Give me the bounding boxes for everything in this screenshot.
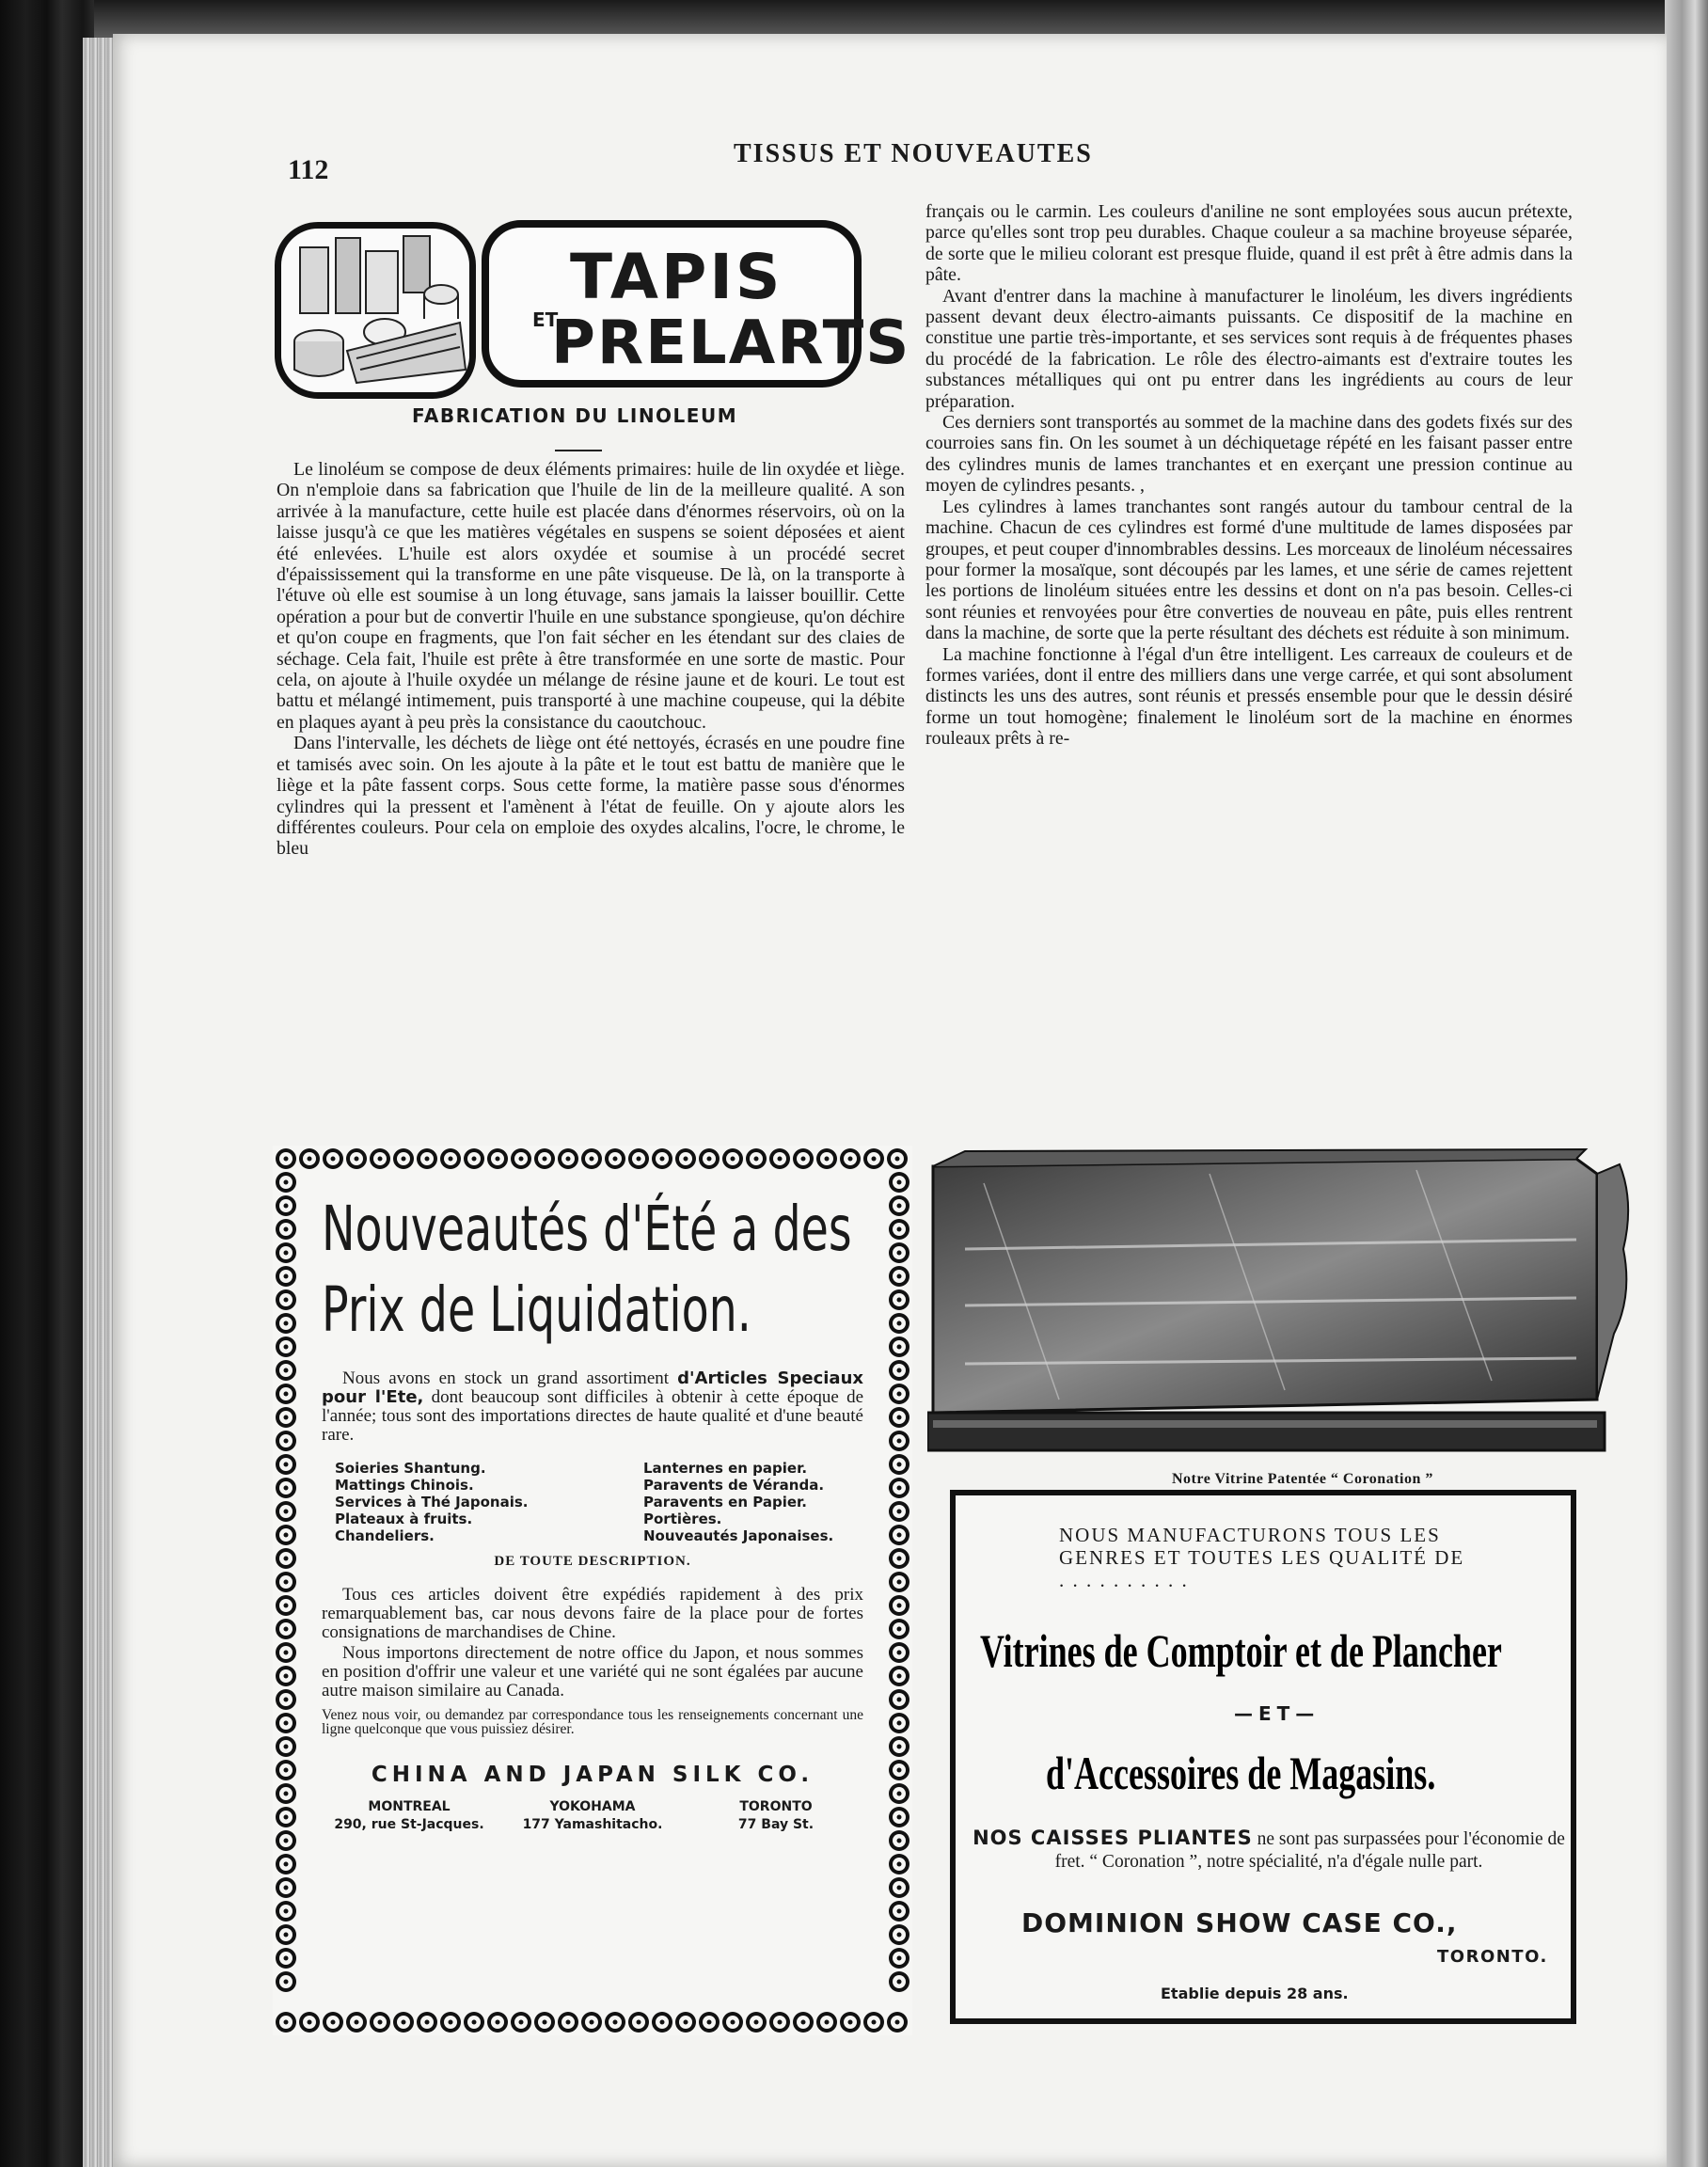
article-subheading: FABRICATION DU LINOLEUM bbox=[412, 404, 738, 427]
border-bead bbox=[889, 1619, 909, 1639]
ad-body bbox=[322, 1369, 863, 1736]
ad-paragraph: Tous ces articles doivent être expédiés rapidement à des prix remarquablement bas, car nous devons faire de la place pour de fortes consignations de marchandises de Chine. bbox=[322, 1585, 863, 1642]
border-bead bbox=[889, 1525, 909, 1545]
office-address: 177 Yamashitacho. bbox=[522, 1817, 663, 1832]
border-bead bbox=[793, 1148, 814, 1169]
border-bead bbox=[699, 2012, 720, 2033]
border-bead bbox=[889, 1195, 909, 1216]
office-toronto bbox=[688, 1798, 863, 1834]
border-bead bbox=[889, 1242, 909, 1263]
border-bead bbox=[887, 1148, 908, 1169]
border-bead bbox=[889, 1924, 909, 1945]
border-bead bbox=[534, 1148, 555, 1169]
article-column-right bbox=[925, 201, 1573, 750]
list-item: Mattings Chinois. bbox=[335, 1477, 474, 1494]
border-bead bbox=[889, 1548, 909, 1569]
china-japan-ad-content bbox=[322, 1189, 863, 1834]
border-bead bbox=[276, 1478, 296, 1498]
border-bead bbox=[699, 1148, 720, 1169]
ad-offices bbox=[322, 1798, 863, 1834]
border-bead bbox=[276, 1337, 296, 1357]
border-bead bbox=[889, 1313, 909, 1334]
border-bead bbox=[323, 2012, 343, 2033]
border-bead bbox=[889, 1760, 909, 1780]
article-paragraph: La machine fonctionne à l'égal d'un être intelligent. Les carreaux de couleurs et de formes variées, dont il entre des milliers dans une verge carrée, et qui sont absolument distincts les uns des autres, sont réunis et pressés ensemble pour que le dessin désiré forme un tout homogène; finalement le linoléum sort de la machine en énormes rouleaux prêts à re- bbox=[925, 643, 1573, 750]
article-paragraph: Avant d'entrer dans la machine à manufacturer le linoléum, les divers ingrédients passent devant deux électro-aimants puissants. Ce dispositif de la machine en constitue une partie très-importante, et ses services sont requis à de fréquentes phases du procédé de la fabrication. Le rôle des électro-aimants est d'extraire toutes les substances métalliques qui ont pu entrer dans les ingrédients au cours de leur préparation. bbox=[925, 285, 1573, 412]
border-bead bbox=[889, 1948, 909, 1969]
border-bead bbox=[722, 1148, 743, 1169]
article-column-left bbox=[277, 459, 905, 860]
border-bead bbox=[889, 1877, 909, 1898]
border-bead bbox=[581, 1148, 602, 1169]
border-bead bbox=[276, 1760, 296, 1780]
ad2-established: Etablie depuis 28 ans. bbox=[1161, 1985, 1349, 2002]
border-bead bbox=[889, 1642, 909, 1663]
border-bead bbox=[440, 1148, 461, 1169]
ad-headline-line2: Prix de Liquidation. bbox=[322, 1273, 751, 1346]
border-bead bbox=[276, 1242, 296, 1263]
border-bead bbox=[276, 1619, 296, 1639]
border-bead bbox=[628, 1148, 649, 1169]
ad2-body bbox=[971, 1827, 1567, 1874]
border-bead bbox=[393, 1148, 414, 1169]
border-bead bbox=[464, 1148, 484, 1169]
border-bead bbox=[276, 1407, 296, 1428]
ad-company-name: CHINA AND JAPAN SILK CO. bbox=[371, 1763, 814, 1787]
rolls-illustration bbox=[281, 229, 469, 392]
ad-intro-text-2: dont beaucoup sont difficiles à obtenir à cette époque de l'année; tous sont des importations directes de haute qualité et d'une beauté rare. bbox=[322, 1387, 864, 1445]
page-number: 112 bbox=[288, 154, 329, 185]
border-bead bbox=[863, 2012, 884, 2033]
border-bead bbox=[675, 2012, 696, 2033]
office-yokohama bbox=[505, 1798, 680, 1834]
border-bead bbox=[889, 1689, 909, 1710]
ad-paragraph: Nous importons directement de notre office du Japon, et nous sommes en position d'offrir une valeur et une variété qui ne sont égalées par aucune autre maison similaire au Canada. bbox=[322, 1643, 863, 1700]
border-bead bbox=[276, 1830, 296, 1851]
border-bead bbox=[276, 1289, 296, 1310]
list-item: Lanternes en papier. bbox=[643, 1460, 808, 1477]
border-bead bbox=[628, 2012, 649, 2033]
ad2-caisses-bold: NOS CAISSES PLIANTES bbox=[973, 1827, 1253, 1849]
article-paragraph: Le linoléum se compose de deux éléments primaires: huile de lin oxydée et liège. On n'emploie dans sa fabrication que l'huile de lin de la meilleure qualité. A son arrivée à la manufacture, cette huile est placée dans d'énormes réservoirs, où on la laisse jusqu'à ce que les matières végétales en suspens se soient déposées et aient été enlevées. L'huile est alors oxydée et soumise à un procédé secret d'épaississement qui la transforme en une pâte visqueuse. De là, on la transporte à l'étuve où elle est soumise à un long étuvage, sans jamais la laisser bouillir. Cette opération a pour but de convertir l'huile en une substance spongieuse, qu'on déchire et qu'on coupe en fragments, que l'on fait sécher en les étendant sur des claies de séchage. Cela fait, l'huile est prête à être transformée en une sorte de mastic. Pour cela, on ajoute à l'huile oxydée un mélange de résine jaune et de kouri. Le tout est battu et mélangé intimement, puis transporté à une machine coupeuse, qui la débite en plaques ayant à peu près la consistance du caoutchouc. bbox=[277, 459, 905, 733]
ad-intro-text: Nous avons en stock un grand assortiment bbox=[342, 1368, 670, 1388]
border-bead bbox=[889, 1830, 909, 1851]
border-bead bbox=[276, 1501, 296, 1522]
border-bead bbox=[889, 1478, 909, 1498]
border-bead bbox=[276, 1313, 296, 1334]
border-bead bbox=[276, 1948, 296, 1969]
border-bead bbox=[276, 1736, 296, 1757]
ad-items-right bbox=[643, 1460, 860, 1544]
banner-illustration bbox=[275, 222, 476, 399]
border-bead bbox=[889, 1901, 909, 1922]
ad2-headline-accessoires: d'Accessoires de Magasins. bbox=[1046, 1747, 1436, 1799]
border-bead bbox=[276, 1971, 296, 1992]
border-bead bbox=[299, 1148, 320, 1169]
border-bead bbox=[581, 2012, 602, 2033]
border-bead bbox=[487, 1148, 508, 1169]
ad-headline-line1: Nouveautés d'Été a des bbox=[322, 1193, 852, 1265]
border-bead bbox=[276, 1384, 296, 1404]
border-bead bbox=[534, 2012, 555, 2033]
ad-all-description: DE TOUTE DESCRIPTION. bbox=[494, 1554, 691, 1569]
office-montreal bbox=[322, 1798, 497, 1834]
border-bead bbox=[511, 2012, 531, 2033]
border-bead bbox=[323, 1148, 343, 1169]
showcase-caption: Notre Vitrine Patentée “ Coronation ” bbox=[1172, 1471, 1433, 1487]
border-bead bbox=[276, 1666, 296, 1686]
border-bead bbox=[605, 1148, 625, 1169]
heading-rule bbox=[555, 450, 602, 451]
list-item: Nouveautés Japonaises. bbox=[643, 1527, 834, 1544]
border-bead bbox=[605, 2012, 625, 2033]
showcase-illustration bbox=[927, 1146, 1635, 1465]
border-bead bbox=[276, 1783, 296, 1804]
border-bead bbox=[276, 1854, 296, 1874]
border-bead bbox=[276, 1548, 296, 1569]
ad2-et: —ET— bbox=[1234, 1702, 1321, 1725]
ad-small-print: Venez nous voir, ou demandez par correspondance tous les renseignements concernant une ligne quelconque que vous puissiez désirer. bbox=[322, 1707, 863, 1737]
list-item: Paravents en Papier. bbox=[643, 1494, 807, 1511]
border-bead bbox=[793, 2012, 814, 2033]
office-city: YOKOHAMA bbox=[549, 1799, 636, 1814]
border-bead bbox=[440, 2012, 461, 2033]
article-paragraph: Ces derniers sont transportés au sommet de la machine dans des godets fixés sur des courroies sans fin. On les soumet à un déchiquetage répété en les faisant passer entre des cylindres munis de lames tranchantes et en exerçant une pression continue au moyen de cylindres pesants. , bbox=[925, 412, 1573, 497]
ad-intro-bold: d'Articles Speciaux pour l'Ete, bbox=[322, 1368, 863, 1407]
border-bead bbox=[889, 1172, 909, 1193]
border-bead bbox=[276, 1689, 296, 1710]
ad-items-left bbox=[335, 1460, 528, 1544]
border-bead bbox=[840, 2012, 861, 2033]
border-bead bbox=[887, 2012, 908, 2033]
border-bead bbox=[464, 2012, 484, 2033]
border-bead bbox=[276, 1924, 296, 1945]
right-page-edge bbox=[1665, 0, 1708, 2167]
list-item: Plateaux à fruits. bbox=[335, 1511, 473, 1527]
ad2-caisses-text: ne sont pas surpassées pour l'économie de fret. “ Coronation ”, notre spécialité, n'a d'égale nulle part. bbox=[1054, 1829, 1565, 1872]
ad2-company-name: DOMINION SHOW CASE CO., bbox=[1021, 1907, 1458, 1938]
border-bead bbox=[675, 1148, 696, 1169]
office-city: MONTREAL bbox=[368, 1799, 451, 1814]
border-bead bbox=[276, 1266, 296, 1287]
border-bead bbox=[889, 1360, 909, 1381]
ad-intro bbox=[322, 1369, 863, 1445]
border-bead bbox=[276, 2012, 296, 2033]
office-address: 77 Bay St. bbox=[737, 1817, 814, 1832]
list-item: Paravents de Véranda. bbox=[643, 1477, 825, 1494]
border-bead bbox=[511, 1148, 531, 1169]
border-bead bbox=[889, 1337, 909, 1357]
border-bead bbox=[722, 2012, 743, 2033]
border-bead bbox=[889, 1713, 909, 1733]
list-item: Services à Thé Japonais. bbox=[335, 1494, 529, 1511]
border-bead bbox=[816, 1148, 837, 1169]
border-bead bbox=[889, 1807, 909, 1827]
border-bead bbox=[276, 1595, 296, 1616]
border-bead bbox=[558, 2012, 578, 2033]
banner-title-prelarts: PRELARTS bbox=[551, 308, 911, 378]
border-bead bbox=[840, 1148, 861, 1169]
border-bead bbox=[769, 1148, 790, 1169]
border-bead bbox=[276, 1172, 296, 1193]
ad2-city: TORONTO. bbox=[1437, 1947, 1548, 1967]
border-bead bbox=[276, 1713, 296, 1733]
border-bead bbox=[276, 1901, 296, 1922]
border-bead bbox=[746, 2012, 767, 2033]
ad2-intro: NOUS MANUFACTURONS TOUS LES GENRES ET TOUTES LES QUALITÉ DE . . . . . . . . . . bbox=[1059, 1524, 1465, 1591]
border-bead bbox=[889, 1407, 909, 1428]
article-paragraph: français ou le carmin. Les couleurs d'aniline ne sont employées sous aucun prétexte, parce qu'elles sont trop peu durables. Chaque couleur a sa machine broyeuse séparée, de sorte que le milieu colorant est presque fluide, quand il est prêt à être admis dans la pâte. bbox=[925, 201, 1573, 286]
border-bead bbox=[299, 2012, 320, 2033]
border-bead bbox=[889, 1971, 909, 1992]
border-bead bbox=[276, 1877, 296, 1898]
border-bead bbox=[276, 1572, 296, 1592]
border-bead bbox=[889, 1501, 909, 1522]
border-bead bbox=[889, 1454, 909, 1475]
banner-title-tapis: TAPIS bbox=[570, 241, 783, 313]
banner-title-et: ET bbox=[532, 308, 559, 331]
ad2-headline-vitrines: Vitrines de Comptoir et de Plancher bbox=[980, 1624, 1502, 1677]
border-bead bbox=[346, 1148, 367, 1169]
china-japan-advertisement bbox=[273, 1146, 912, 2035]
border-bead bbox=[889, 1384, 909, 1404]
border-bead bbox=[276, 1807, 296, 1827]
border-bead bbox=[889, 1431, 909, 1451]
border-bead bbox=[816, 2012, 837, 2033]
border-bead bbox=[558, 1148, 578, 1169]
dominion-show-case-advertisement bbox=[950, 1490, 1576, 2024]
list-item: Chandeliers. bbox=[335, 1527, 435, 1544]
border-bead bbox=[652, 1148, 672, 1169]
office-address: 290, rue St-Jacques. bbox=[334, 1817, 484, 1832]
article-paragraph: Dans l'intervalle, les déchets de liège ont été nettoyés, écrasés en une poudre fine et tamisés avec soin. On les ajoute à la pâte et le tout est battu de manière que le liège et la pâte fassent corps. Sous cette forme, la matière passe sous d'énormes cylindres qui la pressent et l'amènent à l'état de feuille. On y ajoute alors les différentes couleurs. Pour cela on emploie des oxydes alcalins, l'ocre, le chrome, le bleu bbox=[277, 733, 905, 860]
border-bead bbox=[769, 2012, 790, 2033]
border-bead bbox=[889, 1289, 909, 1310]
border-bead bbox=[276, 1195, 296, 1216]
border-bead bbox=[370, 1148, 390, 1169]
border-bead bbox=[889, 1783, 909, 1804]
border-bead bbox=[889, 1266, 909, 1287]
border-bead bbox=[276, 1454, 296, 1475]
top-shadow bbox=[94, 0, 1708, 38]
border-bead bbox=[370, 2012, 390, 2033]
border-bead bbox=[393, 2012, 414, 2033]
border-bead bbox=[487, 2012, 508, 2033]
running-title: TISSUS ET NOUVEAUTES bbox=[734, 139, 1093, 168]
border-bead bbox=[276, 1431, 296, 1451]
border-bead bbox=[889, 1572, 909, 1592]
border-bead bbox=[276, 1525, 296, 1545]
border-bead bbox=[889, 1595, 909, 1616]
border-bead bbox=[889, 1736, 909, 1757]
office-city: TORONTO bbox=[739, 1799, 813, 1814]
border-bead bbox=[652, 2012, 672, 2033]
border-bead bbox=[417, 2012, 437, 2033]
banner-title-box bbox=[482, 220, 911, 388]
border-bead bbox=[276, 1148, 296, 1169]
ad-item-lists bbox=[322, 1460, 863, 1544]
list-item: Portières. bbox=[643, 1511, 722, 1527]
article-paragraph: Les cylindres à lames tranchantes sont rangés autour du tambour central de la machine. Chacun de ces cylindres est formé d'une multitude de lames disposées par groupes, et peut couper d'innombrables dessins. Les morceaux de linoléum nécessaires pour former la mosaïque, sont découpés par les lames, et une série de cames rejettent les portions de linoléum situées entre les dessins et dont on n'a pas besoin. Celles-ci sont réunies et renvoyées pour être converties de nouveau en pâte, puis elles rentrent dans la machine, de sorte que la perte résultant des déchets est réduite à son minimum. bbox=[925, 496, 1573, 644]
list-item: Soieries Shantung. bbox=[335, 1460, 486, 1477]
border-bead bbox=[346, 2012, 367, 2033]
border-bead bbox=[276, 1219, 296, 1240]
border-bead bbox=[276, 1360, 296, 1381]
border-bead bbox=[276, 1642, 296, 1663]
border-bead bbox=[863, 1148, 884, 1169]
border-bead bbox=[417, 1148, 437, 1169]
border-bead bbox=[746, 1148, 767, 1169]
border-bead bbox=[889, 1666, 909, 1686]
ad-headline bbox=[322, 1189, 863, 1351]
border-bead bbox=[889, 1219, 909, 1240]
border-bead bbox=[889, 1854, 909, 1874]
